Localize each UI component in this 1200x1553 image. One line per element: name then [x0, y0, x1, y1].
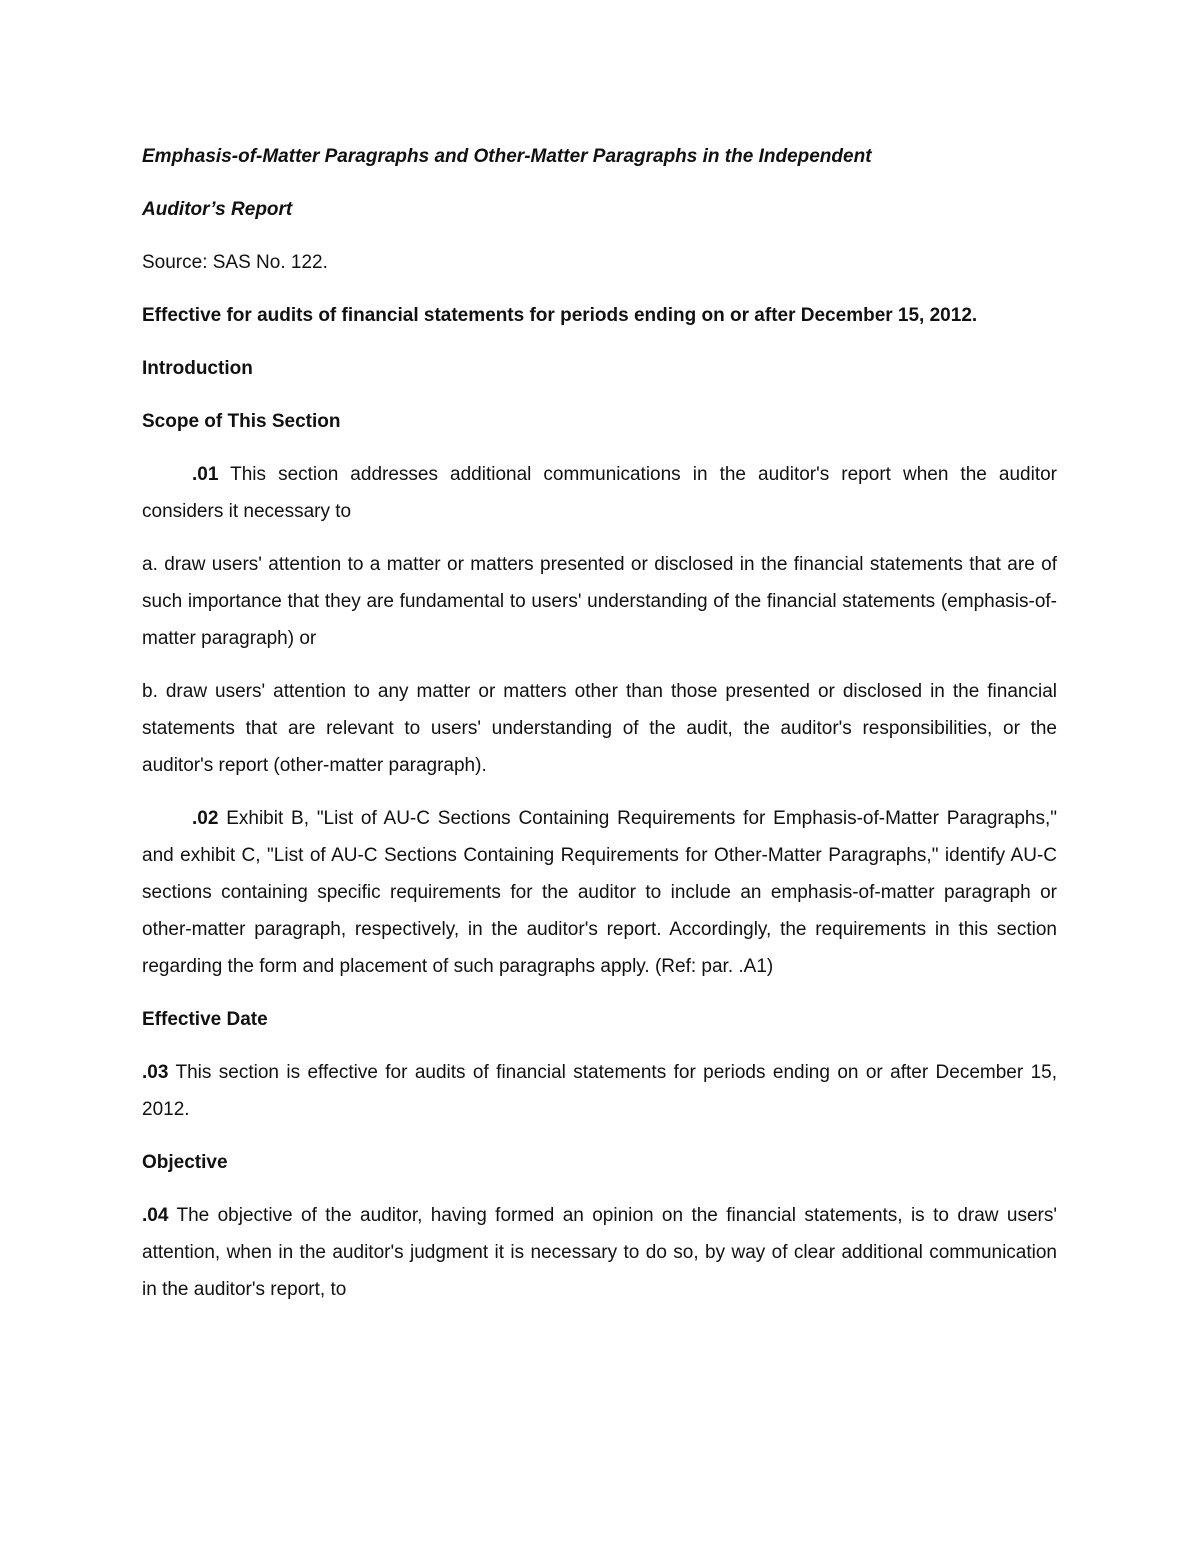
paragraph-number: .01	[192, 464, 219, 485]
source-line: Source: SAS No. 122.	[142, 252, 328, 273]
paragraph-number: .04	[142, 1205, 169, 1226]
paragraph-number: .02	[192, 808, 219, 829]
paragraph-03	[142, 1054, 1057, 1128]
list-item-a: a. draw users' attention to a matter or matters presented or disclosed in the financial statements that are of such importance that they are fundamental to users' understanding of the financial statements (emphasis-of-matter paragraph) or	[142, 554, 1057, 649]
paragraph-text: The objective of the auditor, having formed an opinion on the financial statements, is to draw users' attention, when in the auditor's judgment it is necessary to do so, by way of clear additional communication in the auditor's report, to	[142, 1205, 1057, 1300]
heading-objective: Objective	[142, 1152, 228, 1173]
paragraph-02	[142, 800, 1057, 985]
list-item-b: b. draw users' attention to any matter or matters other than those presented or disclosed in the financial statements that are relevant to users' understanding of the audit, the auditor's responsibilities, or the auditor's report (other-matter paragraph).	[142, 681, 1057, 776]
paragraph-04	[142, 1197, 1057, 1308]
heading-introduction: Introduction	[142, 358, 253, 379]
effective-note: Effective for audits of financial statements for periods ending on or after December 15, 2012.	[142, 305, 978, 326]
paragraph-text: This section is effective for audits of financial statements for periods ending on or after December 15, 2012.	[142, 1062, 1057, 1120]
heading-effective-date: Effective Date	[142, 1009, 268, 1030]
paragraph-text: This section addresses additional communications in the auditor's report when the auditor considers it necessary to	[142, 464, 1057, 522]
document-title-line2: Auditor’s Report	[142, 199, 293, 220]
paragraph-number: .03	[142, 1062, 169, 1083]
heading-scope: Scope of This Section	[142, 411, 341, 432]
document-title-line1: Emphasis-of-Matter Paragraphs and Other-Matter Paragraphs in the Independent	[142, 146, 872, 167]
paragraph-01	[142, 456, 1057, 530]
paragraph-text: Exhibit B, "List of AU-C Sections Containing Requirements for Emphasis-of-Matter Paragraphs," and exhibit C, "List of AU-C Sections Containing Requirements for Other-Matter Paragraphs," identify AU-C sections containing specific requirements for the auditor to include an emphasis-of-matter paragraph or other-matter paragraph, respectively, in the auditor's report. Accordingly, the requirements in this section regarding the form and placement of such paragraphs apply. (Ref: par. .A1)	[142, 808, 1057, 977]
